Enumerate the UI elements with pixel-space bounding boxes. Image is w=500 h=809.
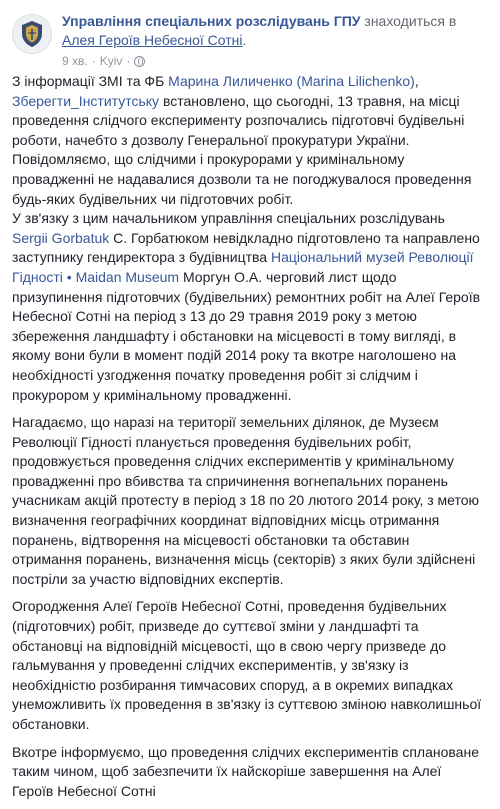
paragraph-4: Нагадаємо, що наразі на території земельних ділянок, де Музеєм Революції Гідності планується проведення будівельних робіт, продовжується проведення слідчих експериментів у кримінальному провадженні про вбивства та спричинення вогнепальних поранень учасникам акцій протесту в період з 18 по 20 лютого 2014 року, з метою визначення географічних координат відповідних місць отримання поранень, відтворення на місцевості обстановки та обставин отримання поранень, визначення місць (секторів) з яких були здійснені постріли за участю відповідних експертів. [12,414,480,587]
header-line [62,12,490,50]
paragraph-3 [12,209,482,405]
post-header [12,12,490,72]
p3-text-1: У зв'язку з цим начальником управління спеціальних розслідувань [12,210,445,227]
p3-text-3: Моргун О.А. черговий лист щодо призупинення підготовчих (будівельних) ремонтних робіт на Алеї Героїв Небесної Сотні на період з 13 до 29 травня 2019 року з метою збереження ландшафту і обстановки на місцевості в тому вигляді, в якому вони були в момент подій 2014 року та вкотре наголошено на необхідності узгодження початку проведення робіт зі слідчим і прокурором у кримінальному провадженні. [12,268,481,403]
mention-sergii-gorbatuk[interactable]: Sergii Gorbatuk [12,229,110,246]
p1-text-2: , [414,73,419,89]
page-avatar[interactable] [12,14,52,54]
page-name-link[interactable]: Управління спеціальних розслідувань ГПУ [62,13,361,29]
meta-separator: · [91,54,96,68]
place-suffix: . [242,32,247,48]
paragraph-6: Вкотре інформуємо, що проведення слідчих експериментів сплановане таким чином, щоб забезпечити їх найскоріше завершення на Алеї Героїв Небесної Сотні [12,743,479,799]
paragraph-2: Повідомляємо, що слідчими і прокурорами у кримінальному провадженні не надавалися дозволи та не погоджувалося проведення будь-яких будівельних чи підготовчих робіт. [12,151,472,207]
post-body [12,72,482,809]
p3-text-2: С. Горбатюком невідкладно підготовлено та направлено заступнику гендиректора з будівництва [12,229,480,266]
p1-text-1: З інформації ЗМІ та ФБ [12,73,169,89]
place-link[interactable]: Алея Героїв Небесної Сотні [62,32,243,48]
emblem-icon [13,15,51,53]
meta-separator-2: · [126,54,131,68]
post-timestamp[interactable]: 9 хв. [62,54,88,68]
mention-marina-lilichenko[interactable]: Марина Лиличенко (Marina Lilichenko) [168,73,415,89]
post-header-text [62,12,490,69]
is-at-text: знаходиться в [360,13,457,29]
globe-icon[interactable] [134,56,145,67]
post-location[interactable]: Kyiv [99,54,123,68]
post-meta [62,53,490,69]
mention-zberegty-instytutsku[interactable]: Зберегти_Інститутську [12,92,160,109]
mention-maidan-museum[interactable]: Національний музей Революції Гідності • Maidan Museum [12,249,474,285]
paragraph-5: Огородження Алеї Героїв Небесної Сотні, проведення будівельних (підготовчих) робіт, призведе до суттєвої зміни у ландшафті та обстановці на відповідній місцевості, що в свою чергу призведе до гальмування у проведенні слідчих експериментів, у зв'язку із необхідністю розбирання тимчасових споруд, а в окремих випадках унеможливить їх проведення в зв'язку із суттєвою зміною навколишньої обстановки. [12,598,482,732]
p1-text-3: встановлено, що сьогодні, 13 травня, на місці проведення слідчого експерименту розпочались підготовчі будівельні роботи, начебто з дозволу Генеральної прокуратури України. [12,92,465,148]
paragraph-1 [12,72,482,150]
